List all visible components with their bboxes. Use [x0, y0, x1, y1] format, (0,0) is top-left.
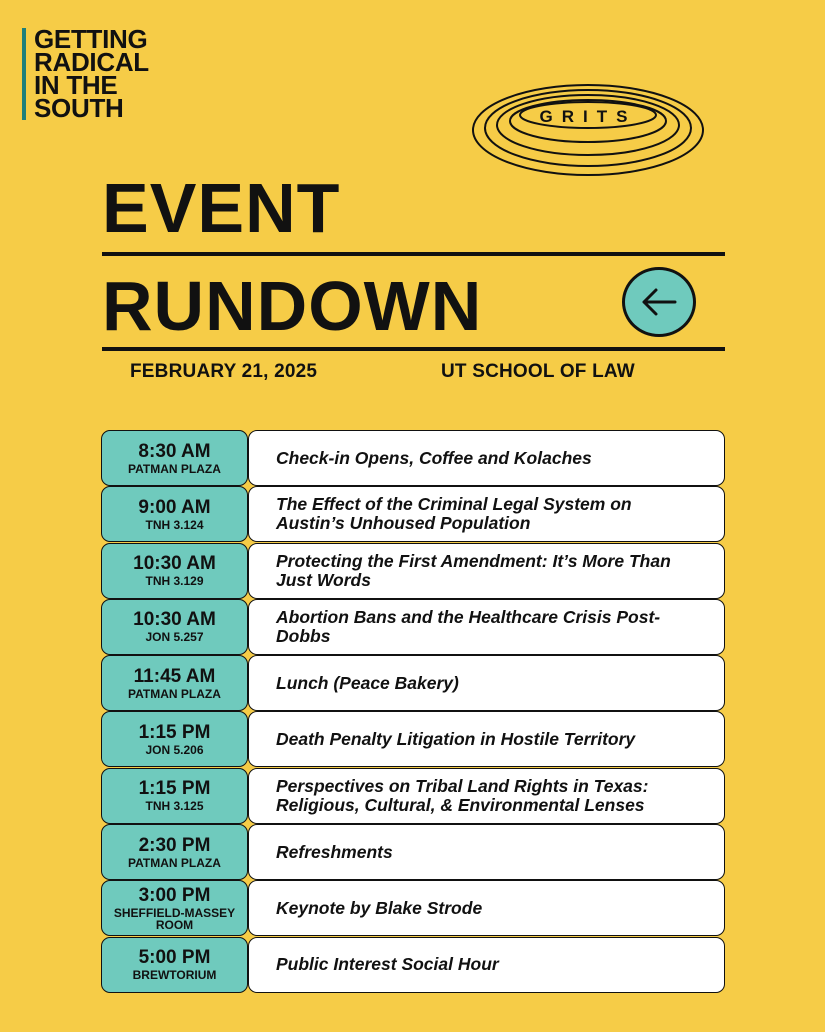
session-title: Protecting the First Amendment: It’s More Than Just Words	[248, 543, 725, 599]
schedule-row	[101, 768, 725, 824]
event-date: FEBRUARY 21, 2025	[130, 361, 318, 382]
session-location: SHEFFIELD-MASSEY	[113, 905, 236, 920]
schedule-row	[101, 430, 725, 486]
session-title: Death Penalty Litigation in Hostile Territory	[248, 711, 725, 767]
time-cell	[101, 880, 248, 936]
back-button[interactable]	[622, 267, 696, 337]
session-location: PATMAN PLAZA	[128, 461, 221, 476]
session-location: JON 5.206	[145, 742, 204, 757]
grits-logo	[470, 82, 706, 178]
session-title: Keynote by Blake Strode	[248, 880, 725, 936]
session-location: TNH 3.129	[145, 574, 204, 589]
schedule-row	[101, 880, 725, 936]
session-time: 8:30 AM	[138, 440, 211, 462]
schedule-table	[101, 430, 725, 993]
schedule-row	[101, 824, 725, 880]
page-title-line2: RUNDOWN	[102, 267, 483, 345]
schedule-row	[101, 937, 725, 993]
session-title: Refreshments	[248, 824, 725, 880]
time-cell	[101, 430, 248, 486]
session-location: JON 5.257	[145, 630, 204, 645]
session-time: 5:00 PM	[138, 947, 211, 969]
session-time: 10:30 AM	[133, 553, 216, 575]
schedule-row	[101, 543, 725, 599]
schedule-row	[101, 655, 725, 711]
session-title: Public Interest Social Hour	[248, 937, 725, 993]
session-time: 11:45 AM	[133, 665, 216, 687]
time-cell	[101, 824, 248, 880]
time-cell	[101, 655, 248, 711]
session-title: Perspectives on Tribal Land Rights in Texas: Religious, Cultural, & Environmental Lenses	[248, 768, 725, 824]
session-location: TNH 3.125	[145, 799, 204, 814]
session-time: 1:15 PM	[138, 778, 211, 800]
session-location: BREWTORIUM	[132, 968, 217, 983]
session-time: 3:00 PM	[138, 884, 211, 906]
schedule-row	[101, 711, 725, 767]
session-title: Check-in Opens, Coffee and Kolaches	[248, 430, 725, 486]
time-cell	[101, 768, 248, 824]
session-location: PATMAN PLAZA	[128, 855, 221, 870]
divider	[102, 347, 725, 351]
session-title: The Effect of the Criminal Legal System on Austin’s Unhoused Population	[248, 486, 725, 542]
brand-line: IN THE	[34, 70, 118, 100]
session-location: ROOM	[155, 917, 194, 932]
brand-line: RADICAL	[34, 47, 149, 77]
time-cell	[101, 486, 248, 542]
arrow-left-icon	[639, 287, 679, 317]
session-title: Abortion Bans and the Healthcare Crisis Post-Dobbs	[248, 599, 725, 655]
brand-wordmark	[22, 24, 149, 123]
session-title: Lunch (Peace Bakery)	[248, 655, 725, 711]
session-time: 9:00 AM	[138, 496, 211, 518]
session-time: 1:15 PM	[138, 721, 211, 743]
session-time: 10:30 AM	[133, 609, 216, 631]
time-cell	[101, 543, 248, 599]
divider	[102, 252, 725, 256]
brand-line: GETTING	[34, 24, 148, 54]
brand-line: SOUTH	[34, 93, 124, 123]
time-cell	[101, 711, 248, 767]
schedule-row	[101, 599, 725, 655]
time-cell	[101, 599, 248, 655]
event-venue: UT SCHOOL OF LAW	[441, 361, 635, 382]
page-title-line1: EVENT	[102, 169, 341, 247]
session-location: TNH 3.124	[145, 517, 204, 532]
session-time: 2:30 PM	[138, 834, 211, 856]
session-location: PATMAN PLAZA	[128, 686, 221, 701]
time-cell	[101, 937, 248, 993]
schedule-row	[101, 486, 725, 542]
grits-logo-text: GRITS	[539, 107, 637, 126]
